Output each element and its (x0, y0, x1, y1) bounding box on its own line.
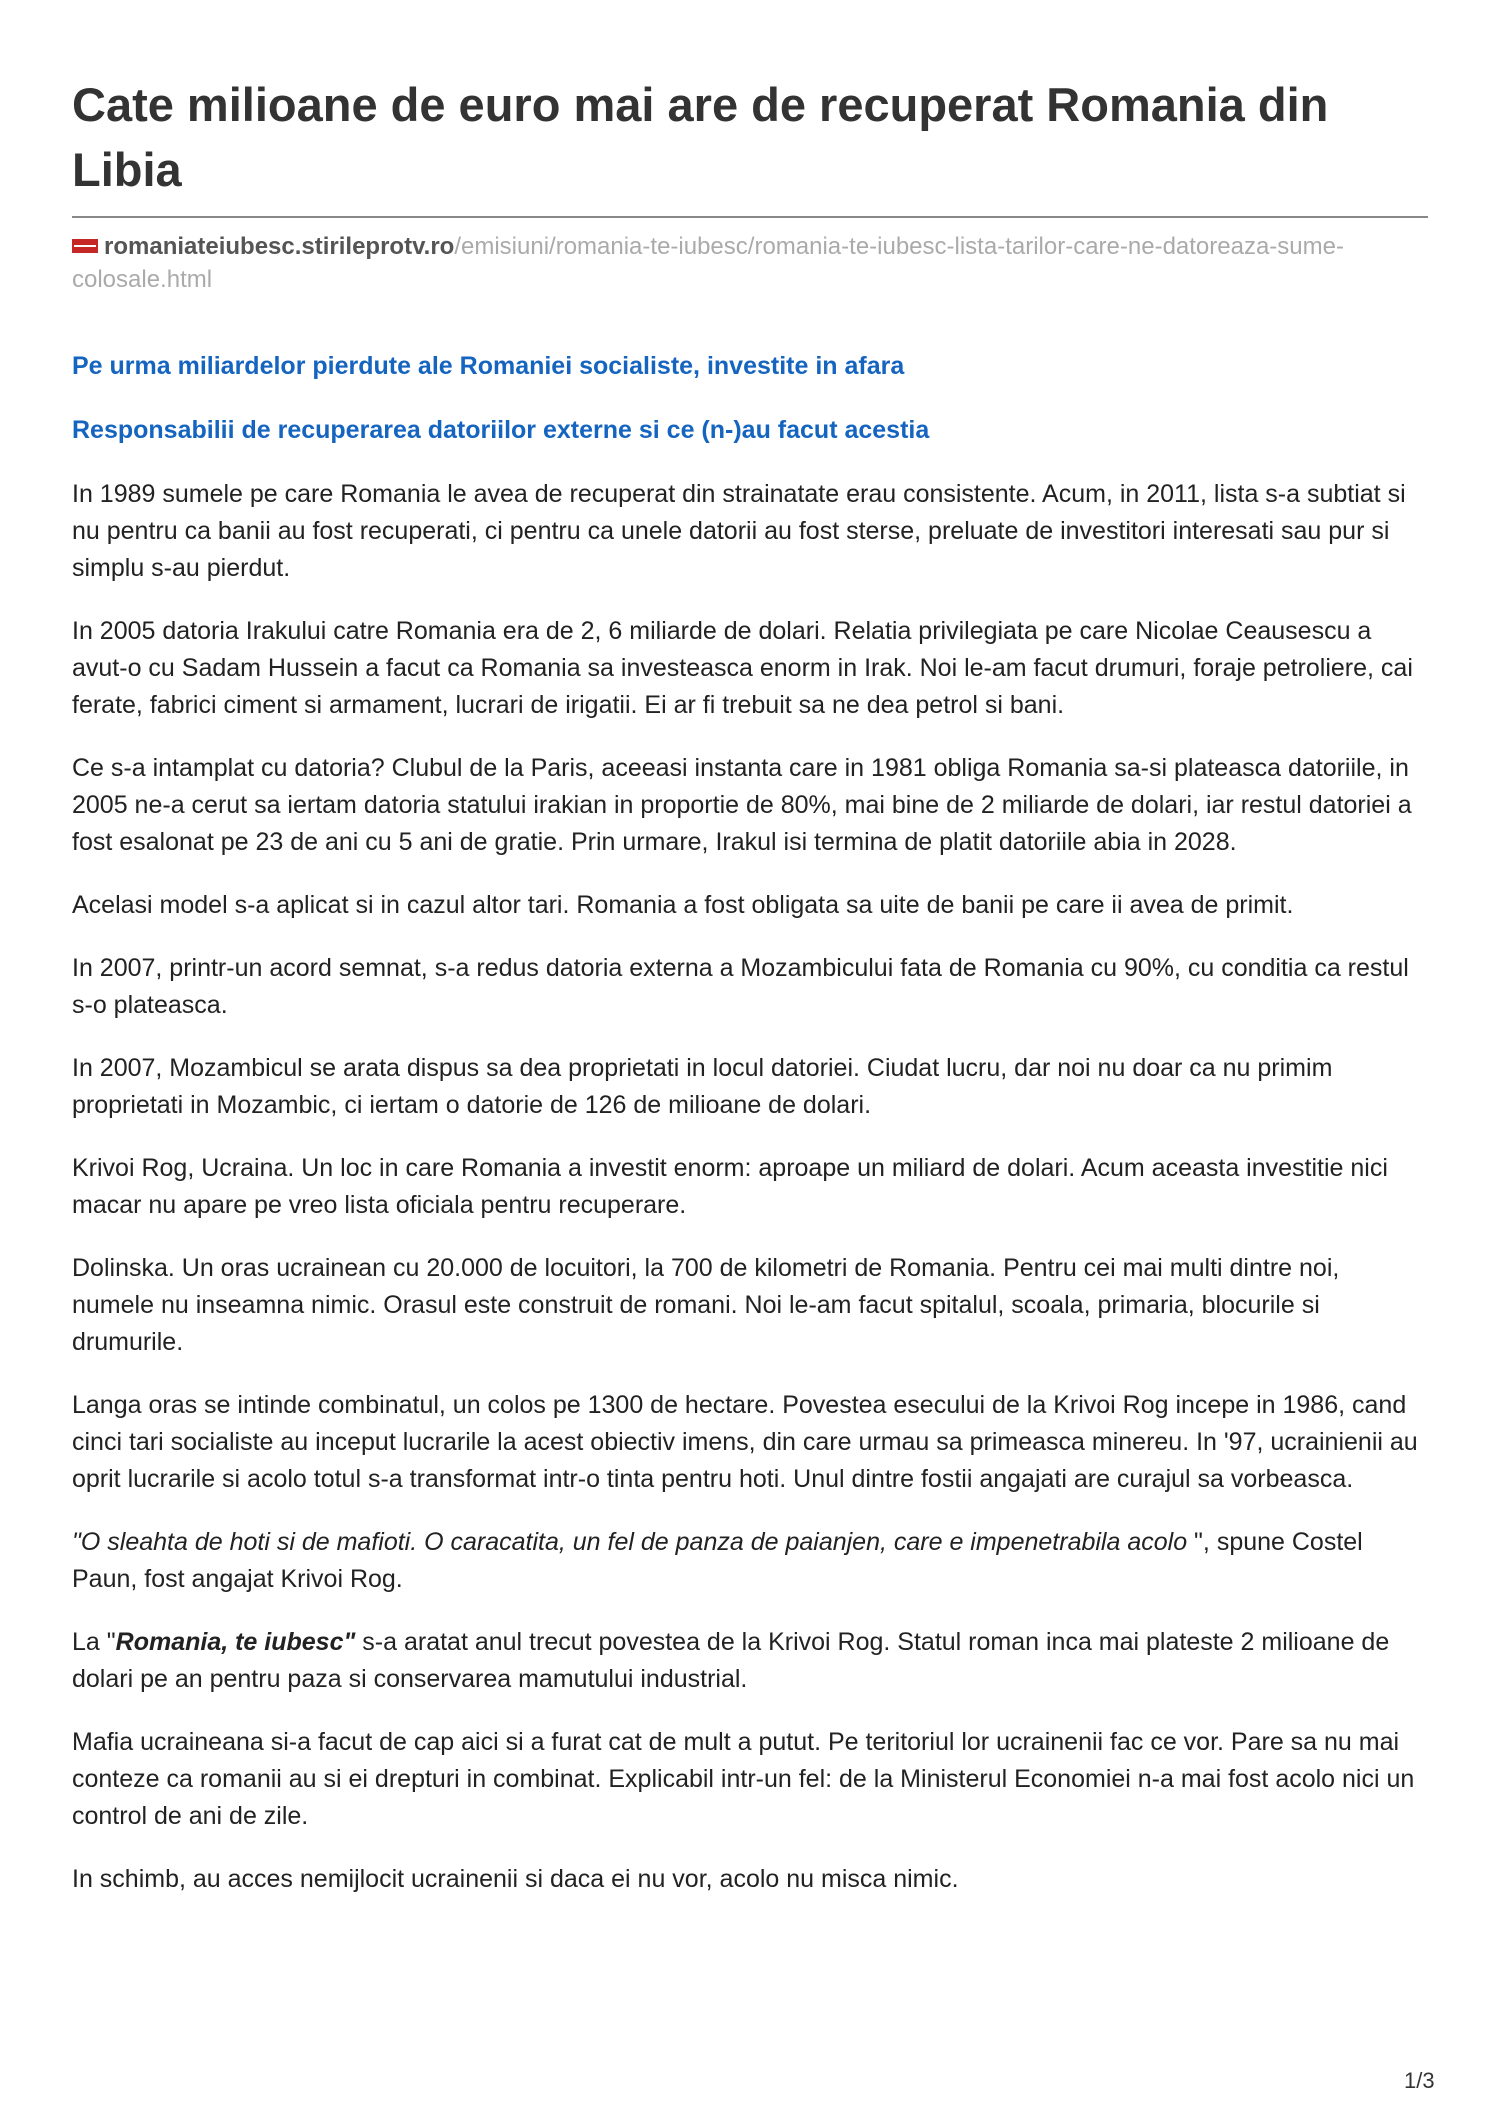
source-host[interactable]: romaniateiubesc.stirileprotv.ro (104, 233, 455, 260)
quote-text: "O sleahta de hoti si de mafioti. O caracatita, un fel de panza de paianjen, care e impenetrabila acolo (72, 1528, 1195, 1556)
paragraph: In 2007, printr-un acord semnat, s-a redus datoria externa a Mozambicului fata de Romania cu 90%, cu conditia ca restul s-o plateasca. (72, 954, 1409, 1019)
paragraph: In 2005 datoria Irakului catre Romania era de 2, 6 miliarde de dolari. Relatia privilegiata pe care Nicolae Ceausescu a avut-o cu Sadam Hussein a facut ca Romania sa investeasca enorm in Irak. Noi le-am facut drumuri, foraje petroliere, cai ferate, fabrici ciment si armament, lucrari de irigatii. Ei ar fi trebuit sa ne dea petrol si bani. (72, 617, 1413, 719)
quote-paragraph (72, 1524, 1428, 1598)
quote-attribution: ", spune Costel Paun, fost angajat Krivoi Rog. (72, 1528, 1363, 1593)
source-path[interactable]: /emisiuni/romania-te-iubesc/romania-te-iubesc-lista-tarilor-care-ne-datoreaza-sume-colosale.html (72, 233, 1344, 293)
paragraph: Langa oras se intinde combinatul, un colos pe 1300 de hectare. Povestea esecului de la Krivoi Rog incepe in 1986, cand cinci tari socialiste au inceput lucrarile la acest obiectiv imens, din care urmau sa primeasca minereu. In '97, ucrainienii au oprit lucrarile si acolo totul s-a transformat intr-o tinta pentru hoti. Unul dintre fostii angajati are curajul sa vorbeasca. (72, 1391, 1418, 1493)
paragraph: In 2007, Mozambicul se arata dispus sa dea proprietati in locul datoriei. Ciudat lucru, dar noi nu doar ca nu primim proprietati in Mozambic, ci iertam o datorie de 126 de milioane de dolari. (72, 1054, 1333, 1119)
paragraph: Dolinska. Un oras ucrainean cu 20.000 de locuitori, la 700 de kilometri de Romania. Pentru cei mai multi dintre noi, numele nu inseamna nimic. Orasul este construit de romani. Noi le-am facut spitalul, scoala, primaria, blocurile si drumurile. (72, 1254, 1340, 1356)
article-title: Cate milioane de euro mai are de recuperat Romania din Libia (72, 78, 1329, 196)
article (72, 72, 1428, 1924)
paragraph (72, 1624, 1428, 1698)
paragraph: Krivoi Rog, Ucraina. Un loc in care Romania a investit enorm: aproape un miliard de dolari. Acum aceasta investitie nici macar nu apare pe vreo lista oficiala pentru recuperare. (72, 1154, 1388, 1219)
paragraph: Ce s-a intamplat cu datoria? Clubul de la Paris, aceeasi instanta care in 1981 obliga Romania sa-si plateasca datoriile, in 2005 ne-a cerut sa iertam datoria statului irakian in proportie de 80%, mai bine de 2 miliarde de dolari, iar restul datoriei a fost esalonat pe 23 de ani cu 5 ani de gratie. Prin urmare, Irakul isi termina de platit datoriile abia in 2028. (72, 754, 1412, 856)
site-favicon-icon (72, 239, 98, 253)
paragraph: Acelasi model s-a aplicat si in cazul altor tari. Romania a fost obligata sa uite de banii pe care ii avea de primit. (72, 891, 1294, 919)
subheading: Responsabilii de recuperarea datoriilor externe si ce (n-)au facut acestia (72, 416, 930, 444)
paragraph: Mafia ucraineana si-a facut de cap aici si a furat cat de mult a putut. Pe teritoriul lor ucrainenii fac ce vor. Pare sa nu mai conteze ca romanii au si ei drepturi in combinat. Explicabil intr-un fel: de la Ministerul Economiei n-a mai fost acolo nici un control de ani de zile. (72, 1728, 1415, 1830)
text: La " (72, 1628, 116, 1656)
title-divider (72, 216, 1428, 218)
show-name: Romania, te iubesc" (115, 1628, 356, 1656)
subheading: Pe urma miliardelor pierdute ale Romaniei socialiste, investite in afara (72, 352, 905, 380)
page-number: 1/3 (1404, 2068, 1435, 2093)
text: s-a aratat anul trecut povestea de la Krivoi Rog. Statul roman inca mai plateste 2 milioane de dolari pe an pentru paza si conservarea mamutului industrial. (72, 1628, 1390, 1693)
source-url[interactable] (72, 230, 1428, 296)
paragraph: In 1989 sumele pe care Romania le avea de recuperat din strainatate erau consistente. Acum, in 2011, lista s-a subtiat si nu pentru ca banii au fost recuperati, ci pentru ca unele datorii au fost sterse, preluate de investitori interesati sau pur si simplu s-au pierdut. (72, 480, 1406, 582)
paragraph: In schimb, au acces nemijlocit ucrainenii si daca ei nu vor, acolo nu misca nimic. (72, 1865, 959, 1893)
